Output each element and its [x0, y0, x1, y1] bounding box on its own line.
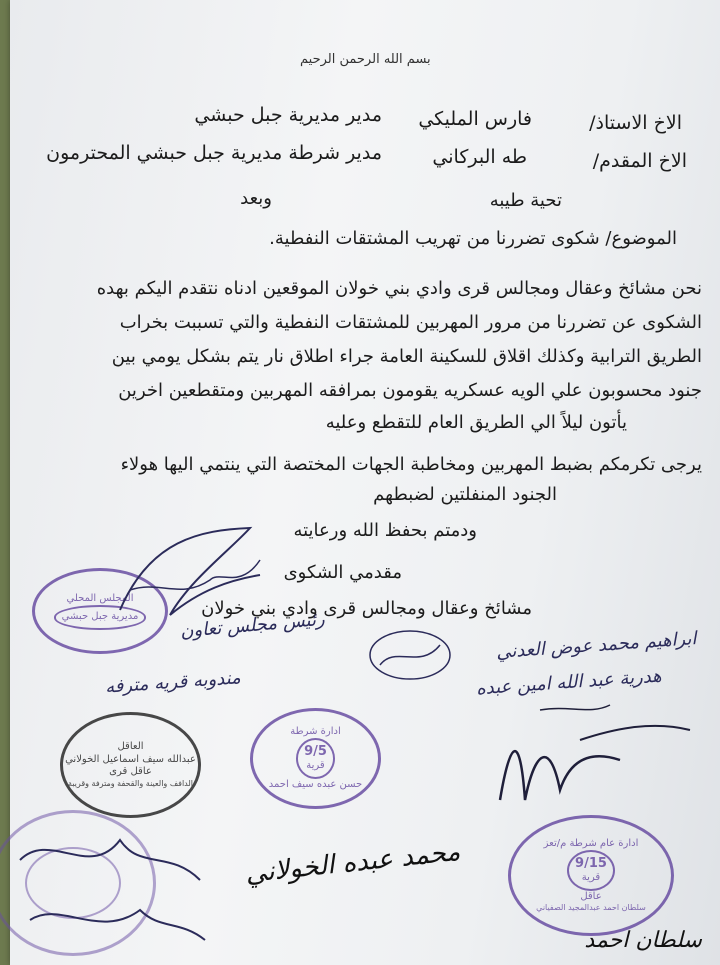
signature-bottom-left-drawing — [10, 820, 210, 960]
recipient-1-position: مدير مديرية جبل حبشي — [194, 104, 382, 126]
center-stamp-inner — [296, 738, 335, 779]
signature-right-1-drawing — [480, 700, 700, 820]
right-stamp-label: قرية — [581, 872, 601, 884]
submitters-line: مشائخ وعقال ومجالس قرى وادي بني خولان — [201, 598, 532, 619]
center-stamp-label: قرية — [306, 760, 325, 772]
body-line-2: الشكوى عن تضررنا من مرور المهربين للمشتقات النفطية والتي تسببت بخراب — [119, 312, 702, 333]
handwritten-bottom-signature: سلطان احمد — [584, 928, 702, 953]
recipient-1-title: الاخ الاستاذ/ — [589, 112, 682, 134]
police-stamp-center — [250, 708, 381, 809]
request-line-1: يرجى تكرمكم بضبط المهربين ومخاطبة الجهات المختصة التي ينتمي اليها هولاء — [120, 454, 702, 475]
handwritten-council-title: رئيس مجلس تعاون — [179, 608, 326, 643]
body-line-3: الطريق الترابية وكذلك اقلاق للسكينة العامة جراء اطلاق نار يتم بشكل يومي بين — [111, 346, 702, 367]
aqel-stamp-top: العاقل — [117, 741, 144, 753]
subject-line: الموضوع/ شكوى تضررنا من تهريب المشتقات النفطية. — [269, 228, 677, 249]
right-stamp-mid: عاقل — [580, 890, 602, 902]
center-stamp-top: ادارة شرطة — [290, 725, 341, 737]
recipient-1-name: فارس المليكي — [418, 108, 532, 130]
handwritten-village-delegate: مندوبه قريه مترفه — [104, 667, 242, 698]
right-stamp-inner — [567, 850, 615, 891]
police-stamp-right — [508, 815, 674, 936]
right-stamp-date: 9/15 — [575, 856, 607, 872]
signature-circle-drawing — [365, 625, 455, 685]
center-stamp-date: 9/5 — [304, 744, 327, 760]
recipient-2-name: طه البركاني — [432, 146, 527, 168]
body-line-4: جنود محسوبون علي الويه عسكريه يقومون بمرافقه المهربين ومتقطعين اخرين — [118, 380, 702, 401]
after-greeting: وبعد — [240, 188, 272, 209]
handwritten-name-signature: محمد عبده الخولاني — [244, 836, 462, 890]
signature-right-1 — [480, 700, 700, 824]
closing-line: ودمتم بحفظ الله ورعايته — [293, 520, 477, 541]
council-stamp-mid: مديرية جبل حبشي — [61, 611, 139, 622]
aqel-stamp-line1: عبدالله سيف اسماعيل الخولاني — [65, 753, 196, 765]
signature-circle — [365, 625, 455, 689]
request-line-2: الجنود المنفلتين لضبطهم — [373, 484, 557, 505]
basmala: بسم الله الرحمن الرحيم — [300, 52, 431, 67]
center-stamp-bottom: حسن عبده سيف احمد — [268, 778, 363, 790]
complaint-letter — [10, 0, 720, 965]
handwritten-name-2: هدرية عبد الله امين عبده — [475, 665, 663, 700]
signature-council-drawing — [110, 520, 270, 630]
submitters-label: مقدمي الشكوى — [283, 562, 402, 583]
signature-bottom-left — [10, 820, 210, 964]
greeting: تحية طيبه — [489, 190, 562, 211]
body-line-1: نحن مشائخ وعقال ومجالس قرى وادي بني خولان الموقعين ادناه نتقدم اليكم بهده — [96, 278, 702, 299]
right-stamp-bottom: سلطان احمد عبدالمجيد الصفياني — [536, 903, 646, 913]
aqel-stamp-line3: الدافف والعينة والقحفة ومترفة وقريبة — [67, 778, 194, 788]
aqel-stamp — [60, 712, 201, 818]
recipient-2-title: الاخ المقدم/ — [592, 150, 687, 172]
aqel-stamp-line2: عاقل قرى — [109, 766, 152, 778]
recipient-2-position: مدير شرطة مديرية جبل حبشي المحترمون — [46, 142, 382, 164]
council-stamp-top: المجلس المحلي — [66, 592, 134, 604]
body-line-5: يأتون ليلاً الي الطريق العام للتقطع وعليه — [325, 412, 627, 433]
right-stamp-top: ادارة عام شرطة م/تعز — [543, 837, 639, 849]
handwritten-name-1: ابراهيم محمد عوض العدني — [495, 628, 698, 663]
